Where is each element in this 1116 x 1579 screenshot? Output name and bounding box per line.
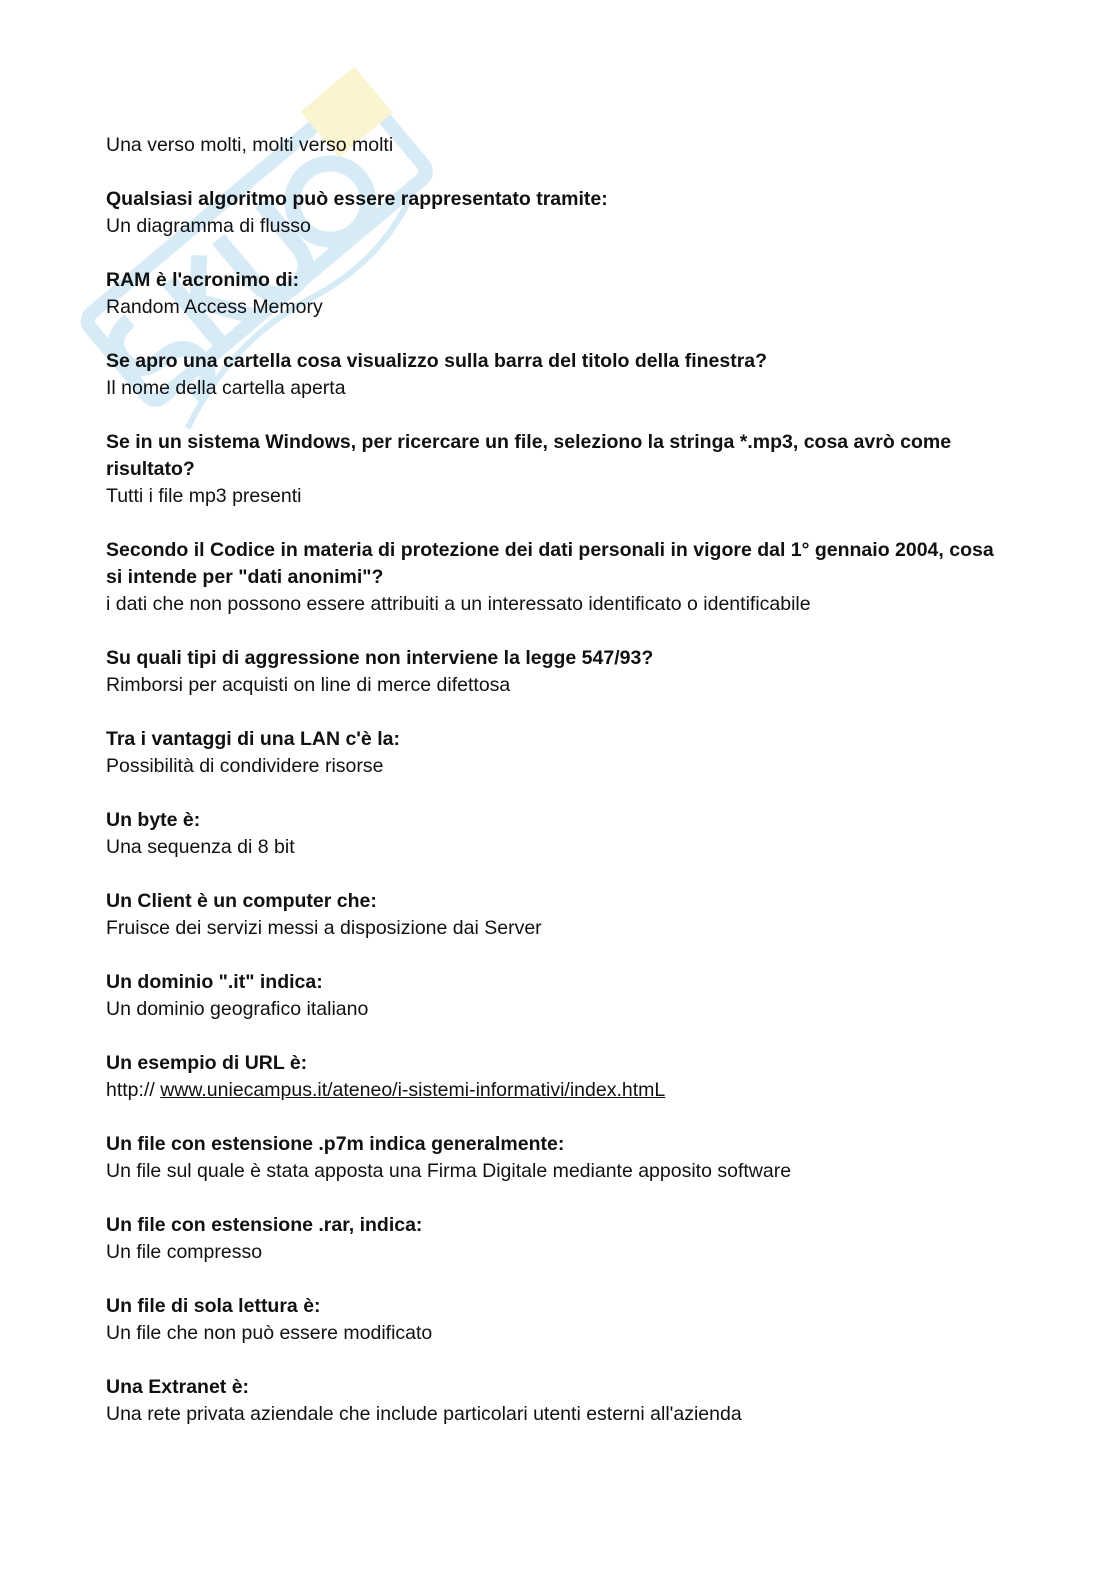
answer: Fruisce dei servizi messi a disposizione dai Server [106,917,542,939]
answer: i dati che non possono essere attribuiti a un interessato identificato o identificabile [106,593,811,615]
qa-item-12 [106,1131,1006,1185]
qa-item-13 [106,1212,1006,1266]
qa-item-6 [106,645,1006,699]
question: Un file con estensione .p7m indica generalmente: [106,1133,565,1155]
question: Se in un sistema Windows, per ricercare un file, seleziono la stringa *.mp3, cosa avrò come risultato? [106,431,952,480]
answer: Un file sul quale è stata apposta una Firma Digitale mediante apposito software [106,1160,792,1182]
question: Qualsiasi algoritmo può essere rappresentato tramite: [106,188,608,210]
qa-content [106,132,1006,1455]
answer: Un file che non può essere modificato [106,1322,433,1344]
qa-item-4 [106,429,1006,510]
question: Una Extranet è: [106,1376,250,1398]
answer: Un file compresso [106,1241,263,1263]
question: Tra i vantaggi di una LAN c'è la: [106,728,400,750]
qa-item-14 [106,1293,1006,1347]
url-prefix: http:// [106,1079,161,1101]
url-link[interactable]: www.uniecampus.it/ateneo/i-sistemi-informativi/index.htmL [160,1079,666,1101]
answer: Una rete privata aziendale che include particolari utenti esterni all'azienda [106,1403,742,1425]
answer: Random Access Memory [106,296,323,318]
question: Un file di sola lettura è: [106,1295,321,1317]
qa-item-7 [106,726,1006,780]
qa-item-9 [106,888,1006,942]
qa-item-2 [106,267,1006,321]
qa-item-url [106,1050,1006,1104]
qa-item-10 [106,969,1006,1023]
question: Su quali tipi di aggressione non interviene la legge 547/93? [106,647,654,669]
intro-answer: Una verso molti, molti verso molti [106,134,394,156]
qa-item-3 [106,348,1006,402]
question: Un file con estensione .rar, indica: [106,1214,423,1236]
qa-item-5 [106,537,1006,618]
answer: Un dominio geografico italiano [106,998,369,1020]
answer: Un diagramma di flusso [106,215,311,237]
answer: Una sequenza di 8 bit [106,836,295,858]
answer [106,1077,1006,1104]
question: RAM è l'acronimo di: [106,269,300,291]
question: Un Client è un computer che: [106,890,377,912]
answer: Rimborsi per acquisti on line di merce difettosa [106,674,511,696]
qa-item-15 [106,1374,1006,1428]
question: Un dominio ".it" indica: [106,971,323,993]
question: Un byte è: [106,809,201,831]
question: Se apro una cartella cosa visualizzo sulla barra del titolo della finestra? [106,350,768,372]
question: Un esempio di URL è: [106,1052,308,1074]
qa-item-8 [106,807,1006,861]
question: Secondo il Codice in materia di protezione dei dati personali in vigore dal 1° gennaio 2004, cosa si intende per "dati anonimi"? [106,539,994,588]
answer: Il nome della cartella aperta [106,377,346,399]
answer: Tutti i file mp3 presenti [106,485,302,507]
answer: Possibilità di condividere risorse [106,755,384,777]
qa-item-1 [106,186,1006,240]
